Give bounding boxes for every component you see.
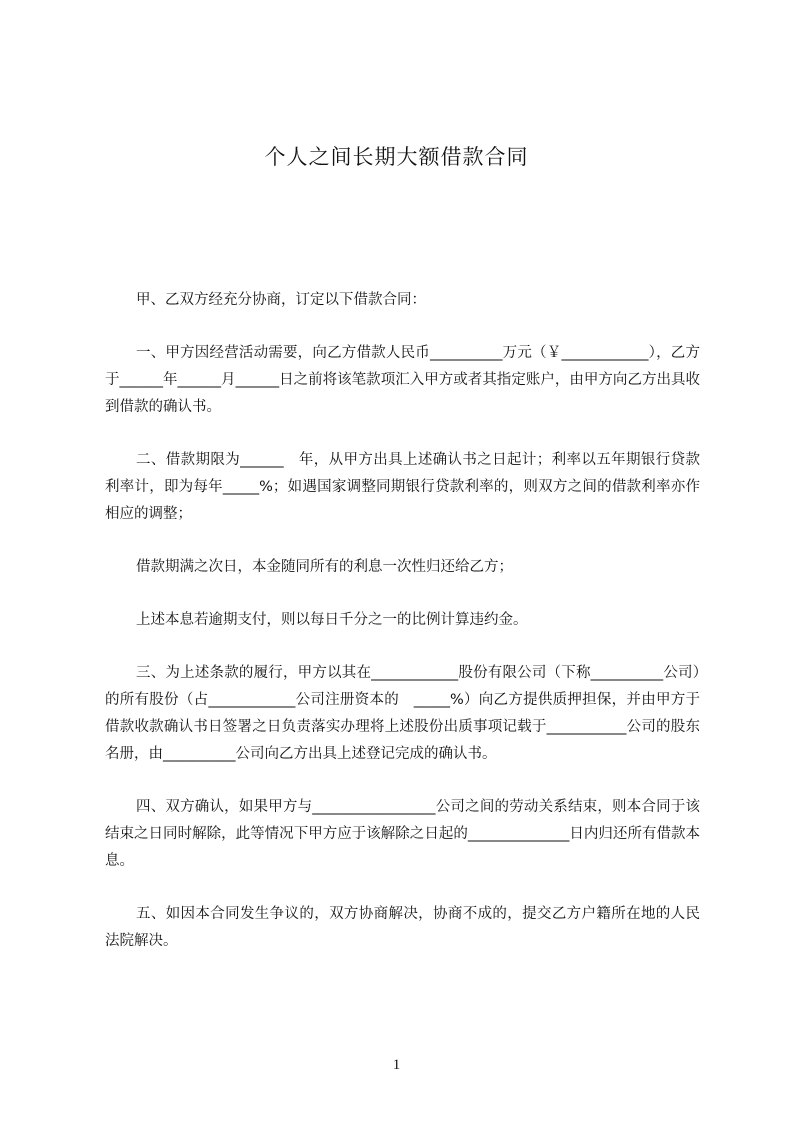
document-title: 个人之间长期大额借款合同 <box>264 145 529 169</box>
clause-five-paragraph: 五、如因本合同发生争议的，双方协商解决，协商不成的，提交乙方户籍所在地的人民法院解决。 <box>105 906 700 949</box>
maturity-repayment-paragraph: 借款期满之次日，本金随同所有的利息一次性归还给乙方； <box>136 559 513 575</box>
late-payment-paragraph: 上述本息若逾期支付，则以每日千分之一的比例计算违约金。 <box>136 612 528 628</box>
document-body <box>105 287 700 981</box>
clause-four-paragraph: 四、双方确认，如果甲方与_________________公司之间的劳动关系结束，则本合同于该结束之日同时解除，此等情况下甲方应于该解除之日起的______________日内归还所有借款本息。 <box>105 799 700 869</box>
clause-one-paragraph: 一、甲方因经营活动需要，向乙方借款人民币__________万元（￥____________），乙方于______年______月______日之前将该笔款项汇入甲方或者其指定账户，由甲方向乙方出具收到借款的确认书。 <box>105 345 700 415</box>
clause-three-paragraph: 三、为上述条款的履行，甲方以其在____________股份有限公司（下称__________公司）的所有股份（占____________公司注册资本的 _____%）向乙方提供质押担保，并由甲方于借款收款确认书日签署之日负责落实办理将上述股份出质事项记载于___________公司的股东名册，由__________公司向乙方出具上述登记完成的确认书。 <box>105 665 700 762</box>
intro-paragraph: 甲、乙双方经充分协商，订定以下借款合同： <box>136 292 426 308</box>
clause-two-paragraph: 二、借款期限为______ 年，从甲方出具上述确认书之日起计；利率以五年期银行贷款利率计，即为每年_____%；如遇国家调整同期银行贷款利率的，则双方之间的借款利率亦作相应的调整； <box>105 452 700 522</box>
page-number: 1 <box>392 1057 401 1073</box>
